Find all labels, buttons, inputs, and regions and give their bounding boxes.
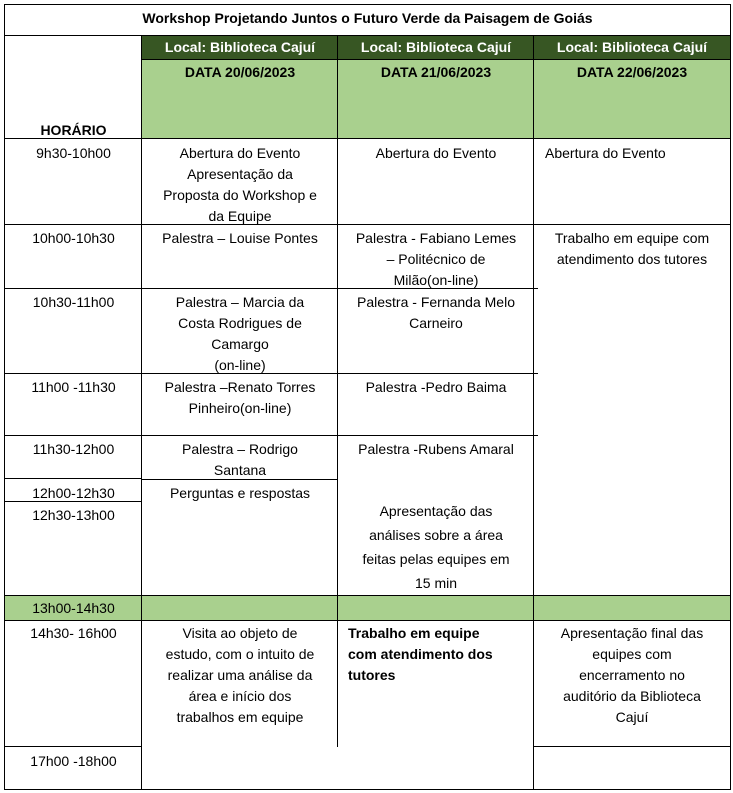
activity-line: feitas pelas equipes em — [362, 551, 510, 567]
table-title: Workshop Projetando Juntos o Futuro Verde da Paisagem de Goiás — [142, 10, 593, 26]
activity-cell — [146, 439, 334, 481]
activity-line: tutores — [348, 667, 396, 683]
row-divider — [4, 373, 538, 374]
time-slot: 12h00-12h30 — [32, 485, 115, 501]
activity-line: Palestra - Fernanda Melo — [357, 294, 515, 310]
activity-line: Proposta do Workshop e — [163, 187, 317, 203]
activity-line: encerramento no — [579, 667, 685, 683]
activity-cell: Abertura do Evento — [375, 145, 497, 161]
activity-cell — [146, 377, 334, 419]
activity-line: Costa Rodrigues de — [178, 315, 302, 331]
time-slot: 12h30-13h00 — [32, 507, 115, 523]
activity-line: Palestra –Renato Torres — [164, 379, 316, 395]
activity-line: (on-line) — [214, 357, 266, 373]
activity-cell: Palestra – Louise Pontes — [162, 230, 318, 246]
row-divider — [141, 789, 731, 790]
activity-line: com atendimento dos — [348, 646, 493, 662]
col-divider — [337, 35, 338, 747]
activity-cell: Abertura do Evento — [545, 145, 666, 161]
activity-line: Palestra – Marcia da — [175, 294, 305, 310]
local-header-day3: Local: Biblioteca Cajuí — [534, 37, 730, 58]
time-slot: 14h30- 16h00 — [30, 625, 117, 641]
row-divider — [533, 746, 731, 747]
time-slot: 10h00-10h30 — [32, 230, 115, 246]
row-divider — [4, 478, 142, 479]
time-slot: 10h30-11h00 — [32, 294, 115, 310]
activity-line: 15 min — [414, 575, 458, 591]
activity-line: Pinheiro(on-line) — [188, 400, 292, 416]
activity-line: atendimento dos tutores — [556, 251, 708, 267]
activity-cell — [146, 292, 334, 376]
activity-cell — [348, 623, 528, 686]
local-header-day2: Local: Biblioteca Cajuí — [338, 37, 534, 58]
row-divider — [4, 501, 142, 502]
activity-cell — [342, 228, 530, 291]
activity-line: estudo, com o intuito de — [165, 646, 315, 662]
col-divider — [141, 35, 142, 790]
activity-cell — [538, 623, 726, 728]
activity-line: Carneiro — [409, 315, 463, 331]
row-divider — [4, 435, 538, 436]
activity-cell — [342, 292, 530, 334]
time-slot: 13h00-14h30 — [32, 600, 115, 616]
date-header-day3: DATA 22/06/2023 — [576, 64, 688, 80]
table-border-top — [4, 4, 731, 5]
activity-line: Cajuí — [615, 709, 649, 725]
row-divider — [4, 620, 731, 621]
activity-line: Apresentação das — [379, 503, 493, 519]
row-divider — [141, 59, 731, 60]
row-divider — [141, 479, 338, 480]
time-slot: 9h30-10h00 — [36, 145, 111, 161]
activity-line: análises sobre a área — [369, 527, 503, 543]
activity-cell — [146, 623, 334, 728]
time-slot: 17h00 -18h00 — [30, 753, 117, 769]
time-column-header: HORÁRIO — [40, 122, 107, 138]
date-header-day2: DATA 21/06/2023 — [380, 64, 492, 80]
activity-line: Trabalho em equipe — [348, 625, 480, 641]
activity-cell — [146, 143, 334, 227]
row-divider — [4, 746, 142, 747]
activity-line: Visita ao objeto de — [182, 625, 298, 641]
time-slot: 11h00 -11h30 — [31, 379, 116, 395]
activity-line: da Equipe — [208, 208, 272, 224]
activity-line: Trabalho em equipe com — [554, 230, 710, 246]
activity-line: realizar uma análise da — [167, 667, 313, 683]
title-divider — [4, 35, 731, 36]
activity-cell — [538, 228, 726, 270]
table-border-right — [730, 4, 731, 790]
activity-line: auditório da Biblioteca — [563, 688, 701, 704]
row-divider — [4, 595, 731, 596]
activity-line: Palestra - Fabiano Lemes — [355, 230, 517, 246]
activity-cell: Palestra -Rubens Amaral — [358, 441, 514, 457]
table-border-left — [4, 4, 5, 790]
activity-line: trabalhos em equipe — [176, 709, 304, 725]
row-divider — [4, 224, 731, 225]
activity-cell — [342, 499, 530, 595]
activity-line: área e início dos — [188, 688, 292, 704]
activity-line: Camargo — [211, 336, 269, 352]
row-divider — [4, 138, 731, 139]
activity-line: Abertura do Evento — [179, 145, 301, 161]
col-divider — [533, 35, 534, 790]
row-divider — [4, 288, 538, 289]
activity-line: – Politécnico de — [386, 251, 486, 267]
activity-cell: Palestra -Pedro Baima — [365, 379, 507, 395]
local-header-day1: Local: Biblioteca Cajuí — [142, 37, 338, 58]
activity-cell: Perguntas e respostas — [169, 485, 311, 501]
activity-line: equipes com — [592, 646, 672, 662]
activity-line: Santana — [213, 462, 267, 478]
date-header-day1: DATA 20/06/2023 — [184, 64, 296, 80]
activity-line: Apresentação final das — [560, 625, 704, 641]
activity-line: Palestra – Rodrigo — [182, 441, 298, 457]
time-slot: 11h30-12h00 — [32, 441, 115, 457]
activity-line: Apresentação da — [187, 166, 293, 182]
activity-line: Milão(on-line) — [393, 272, 479, 288]
